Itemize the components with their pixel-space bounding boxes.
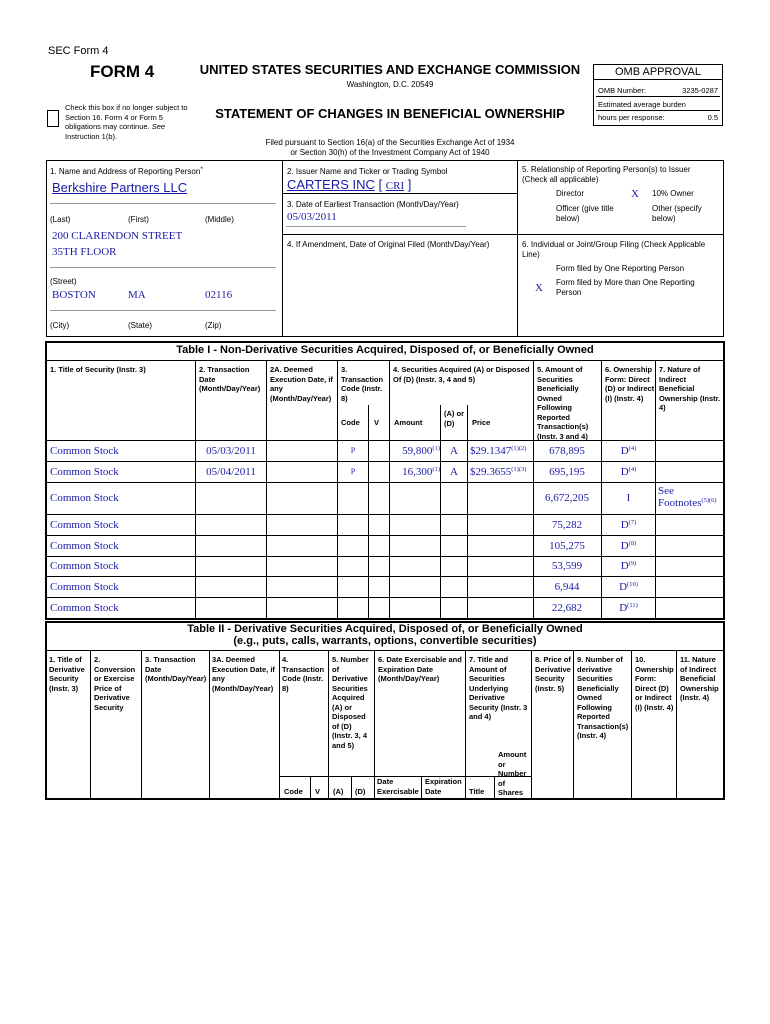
box6-label: 6. Individual or Joint/Group Filing (Check Applicable Line) xyxy=(522,240,706,259)
ownership-form: $D^{(4)}$ xyxy=(620,445,637,457)
omb-hours-label: hours per response: xyxy=(598,113,665,122)
t1-col2a-header: 2A. Deemed Execution Date, if any (Month/Day/Year) xyxy=(270,365,333,403)
director-option[interactable]: Director xyxy=(556,189,585,198)
box3-label: 3. Date of Earliest Transaction (Month/Day/Year) xyxy=(287,200,459,209)
t1-code-header: Code xyxy=(341,418,360,427)
t1-col7-header: 7. Nature of Indirect Beneficial Ownership (Instr. 4) xyxy=(659,365,721,412)
t1-aord-header: (A) or (D) xyxy=(444,409,464,428)
issuer-name-ticker: CARTERS INC [ CRI ] xyxy=(287,177,412,192)
t2-amount-shares-header: Amount or Number of Shares xyxy=(498,750,527,797)
security-title: Common Stock xyxy=(50,540,119,552)
middle-label: (Middle) xyxy=(205,215,234,224)
last-label: (Last) xyxy=(50,215,71,224)
statement-title: STATEMENT OF CHANGES IN BENEFICIAL OWNERSHIP xyxy=(215,106,565,121)
t2-col4-header: 4. Transaction Code (Instr. 8) xyxy=(282,655,325,693)
t1-price-header: Price xyxy=(472,418,491,427)
amount-owned: 75,282 xyxy=(551,519,583,531)
t2-title-header: Title xyxy=(469,787,485,796)
t1-col6-header: 6. Ownership Form: Direct (D) or Indirect (I) (Instr. 4) xyxy=(605,365,655,403)
city-label: (City) xyxy=(50,321,70,330)
security-title: Common Stock xyxy=(50,445,119,457)
omb-number-label: OMB Number: xyxy=(598,86,646,95)
t1-col5-header: 5. Amount of Securities Beneficially Owned Following Reported Transaction(s) (Instr. 3 and 4) xyxy=(537,365,589,441)
t1-amount-header: Amount xyxy=(394,418,423,427)
t2-col1-header: 1. Title of Derivative Security (Instr. 3) xyxy=(49,655,85,693)
table1-title: Table I - Non-Derivative Securities Acquired, Disposed of, or Beneficially Owned xyxy=(176,344,594,356)
officer-option[interactable]: Officer (give title below) xyxy=(556,204,614,223)
state-value: MA xyxy=(128,289,146,301)
one-reporting-person-option[interactable]: Form filed by One Reporting Person xyxy=(556,264,685,273)
issuer-ticker[interactable]: CRI xyxy=(385,180,405,192)
zip-label: (Zip) xyxy=(205,321,222,330)
t2-v-header: V xyxy=(315,787,321,796)
t1-v-header: V xyxy=(374,418,380,427)
city-value: BOSTON xyxy=(52,289,96,301)
security-title: Common Stock xyxy=(50,492,119,504)
ownership-form: I xyxy=(626,492,631,504)
agency-location: Washington, D.C. 20549 xyxy=(346,80,434,89)
more-than-one-option[interactable]: Form filed by More than One Reporting Person xyxy=(556,278,695,297)
agency-title: UNITED STATES SECURITIES AND EXCHANGE COMMISSION xyxy=(199,62,581,77)
t1-col4-header: 4. Securities Acquired (A) or Disposed Of (D) (Instr. 3, 4 and 5) xyxy=(393,365,530,384)
more-than-one-mark[interactable]: X xyxy=(535,282,543,294)
filed-pursuant-line1: Filed pursuant to Section 16(a) of the Securities Exchange Act of 1934 xyxy=(265,138,515,147)
ownership-form: $D^{(9)}$ xyxy=(620,560,637,572)
box2-label: 2. Issuer Name and Ticker or Trading Symbol xyxy=(287,167,448,176)
security-title: Common Stock xyxy=(50,581,119,593)
t2-col8-header: 8. Price of Derivative Security (Instr. 5) xyxy=(535,655,571,693)
t2-date-exercisable-header: Date Exercisable xyxy=(377,777,419,796)
street-label: (Street) xyxy=(50,277,77,286)
t2-col9-header: 9. Number of derivative Securities Beneficially Owned Following Reported Transaction(s) (Instr. 4) xyxy=(577,655,629,740)
box5-label: 5. Relationship of Reporting Person(s) to Issuer xyxy=(522,165,691,174)
filed-pursuant-line2: or Section 30(h) of the Investment Company Act of 1940 xyxy=(290,148,490,157)
transaction-date: 05/04/2011 xyxy=(206,466,256,478)
security-title: Common Stock xyxy=(50,560,119,572)
amount-owned: 6,944 xyxy=(554,581,580,593)
reporting-person-name[interactable]: Berkshire Partners LLC xyxy=(52,180,188,195)
transaction-date: 05/03/2011 xyxy=(206,445,256,457)
t2-col11-header: 11. Nature of Indirect Beneficial Ownership (Instr. 4) xyxy=(680,655,719,702)
amount-owned: 678,895 xyxy=(549,445,585,457)
t1-col1-header: 1. Title of Security (Instr. 3) xyxy=(50,365,146,374)
amount-owned: 53,599 xyxy=(551,560,583,572)
amount-owned: 105,275 xyxy=(549,540,585,552)
ownership-form: $D^{(7)}$ xyxy=(620,519,637,531)
t2-code-header: Code xyxy=(284,787,303,796)
sec-form-label: SEC Form 4 xyxy=(48,45,109,57)
omb-burden-label: Estimated average burden xyxy=(598,100,686,109)
t2-d-header: (D) xyxy=(355,787,366,796)
ownership-form: $D^{(11)}$ xyxy=(619,602,638,614)
street-line2: 35TH FLOOR xyxy=(52,246,117,258)
form-title: FORM 4 xyxy=(90,62,155,81)
security-title: Common Stock xyxy=(50,602,119,614)
table2-title: Table II - Derivative Securities Acquired, Disposed of, or Beneficially Owned xyxy=(187,623,583,635)
table2-subtitle: (e.g., puts, calls, warrants, options, convertible securities) xyxy=(233,635,537,647)
omb-hours-value: 0.5 xyxy=(707,113,718,122)
other-option[interactable]: Other (specify below) xyxy=(652,204,702,223)
ownership-form: $D^{(8)}$ xyxy=(620,540,637,552)
no-longer-subject-checkbox[interactable] xyxy=(47,110,59,127)
ownership-form: $D^{(10)}$ xyxy=(619,581,638,593)
indirect-ownership-nature: See Footnotes$^{(5)(6)}$ xyxy=(658,485,717,509)
amount-owned: 695,195 xyxy=(549,466,585,478)
transaction-price: $\$29.1347^{(1)(2)}$ xyxy=(470,445,527,457)
ten-percent-owner-option[interactable]: 10% Owner xyxy=(652,189,694,198)
t2-a-header: (A) xyxy=(333,787,344,796)
acquired-disposed: A xyxy=(450,466,458,478)
t2-col3-header: 3. Transaction Date (Month/Day/Year) xyxy=(145,655,207,683)
state-label: (State) xyxy=(128,321,153,330)
ownership-form: $D^{(4)}$ xyxy=(620,466,637,478)
securities-amount: 59,800$^{(1)}$ xyxy=(402,445,440,457)
t2-col3a-header: 3A. Deemed Execution Date, if any (Month/Day/Year) xyxy=(212,655,275,693)
security-title: Common Stock xyxy=(50,519,119,531)
t2-expiration-date-header: Expiration Date xyxy=(425,777,462,796)
first-label: (First) xyxy=(128,215,149,224)
omb-title: OMB APPROVAL xyxy=(594,65,722,80)
t2-col6-header: 6. Date Exercisable and Expiration Date (Month/Day/Year) xyxy=(378,655,462,683)
t2-col7-header: 7. Title and Amount of Securities Underlying Derivative Security (Instr. 3 and 4) xyxy=(469,655,528,721)
acquired-disposed: A xyxy=(450,445,458,457)
zip-value: 02116 xyxy=(205,289,233,301)
t2-col10-header: 10. Ownership Form: Direct (D) or Indirect (I) (Instr. 4) xyxy=(635,655,674,712)
box4-label: 4. If Amendment, Date of Original Filed (Month/Day/Year) xyxy=(287,240,490,249)
security-title: Common Stock xyxy=(50,466,119,478)
box5-sublabel: (Check all applicable) xyxy=(522,175,599,184)
omb-approval-box xyxy=(593,64,723,126)
transaction-code: P xyxy=(350,446,356,455)
checkbox-instruction: Check this box if no longer subject to Section 16. Form 4 or Form 5 obligations may continue. See Instruction 1(b). xyxy=(65,103,188,141)
amount-owned: 22,682 xyxy=(551,602,583,614)
transaction-price: $\$29.3655^{(1)(3)}$ xyxy=(470,466,527,478)
street-line1: 200 CLARENDON STREET xyxy=(52,230,183,242)
transaction-code: P xyxy=(350,467,356,476)
t2-col2-header: 2. Conversion or Exercise Price of Derivative Security xyxy=(94,655,136,712)
earliest-transaction-date: 05/03/2011 xyxy=(287,211,337,223)
t1-col3-header: 3. Transaction Code (Instr. 8) xyxy=(341,365,384,403)
omb-number-value: 3235-0287 xyxy=(682,86,718,95)
securities-amount: 16,300$^{(1)}$ xyxy=(402,466,440,478)
issuer-name[interactable]: CARTERS INC xyxy=(287,177,375,192)
t2-col5-header: 5. Number of Derivative Securities Acquired (A) or Disposed of (D) (Instr. 3, 4 and 5) xyxy=(332,655,369,750)
box1-label: 1. Name and Address of Reporting Person* xyxy=(50,166,203,176)
amount-owned: 6,672,205 xyxy=(545,492,589,504)
ten-percent-owner-mark[interactable]: X xyxy=(631,188,639,200)
t1-col2-header: 2. Transaction Date (Month/Day/Year) xyxy=(199,365,261,393)
